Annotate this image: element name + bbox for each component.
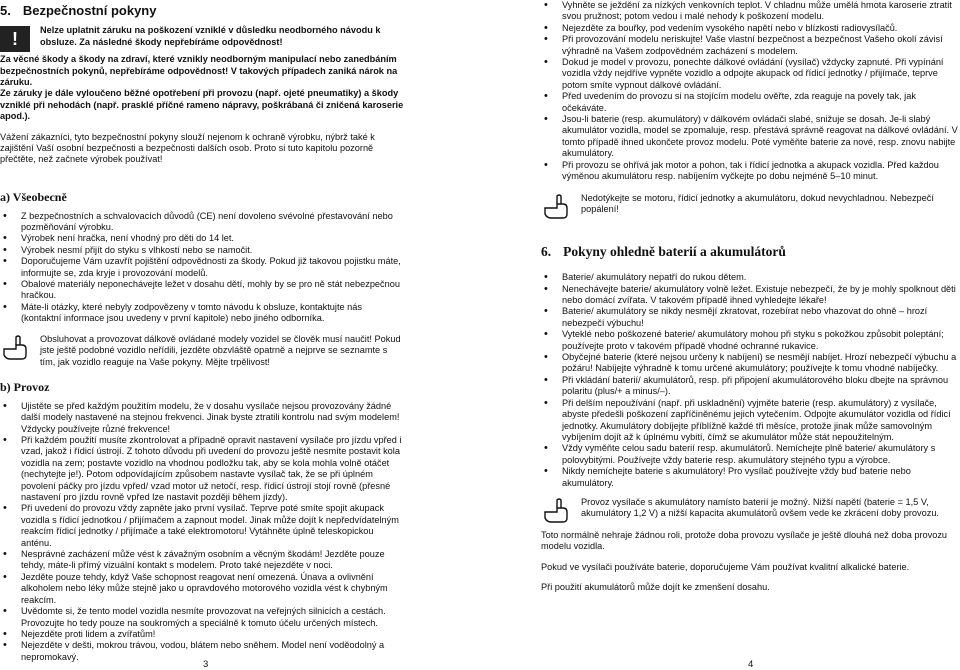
hand-pointer-icon <box>541 496 571 526</box>
section-title: Bezpečnostní pokyny <box>22 3 157 18</box>
range-paragraph: Při použití akumulátorů může dojít ke zmenšení dosahu. <box>541 582 770 593</box>
list-item: • Baterie/ akumulátory nepatří do rukou dětem. <box>541 272 959 283</box>
list-item: • Nikdy nemíchejte baterie s akumulátory! Pro vysílač používejte vždy buď baterie nebo akumulátory. <box>541 466 959 489</box>
hand-pointer-icon <box>0 333 30 363</box>
list-item: • Nenechávejte baterie/ akumulátory volně ležet. Existuje nebezpečí, že by je mohly spolknout děti nebo domácí zvířata. V takovém případě ihned vyhledejte lékaře! <box>541 284 959 307</box>
list-item: • Při provozu se ohřívá jak motor a pohon, tak i řídicí jednotka a akupack vozidla. Před každou výměnou akumulátoru resp. nabíjením vyčkejte po dobu nejméně 5–10 minut. <box>541 160 959 183</box>
liability-paragraph: Za věcné škody a škody na zdraví, které vznikly neodborným manipulací nebo zanedbáním bezpečnostních pokynů, nepřebíráme odpovědnost! V takových případech zaniká nárok na záruku. <box>0 54 398 87</box>
callout-text: Nedotýkejte se motoru, řídicí jednotky a akumulátoru, dokud nevychladnou. Nebezpečí popálení! <box>581 192 934 214</box>
list-item: • Při každém použití musíte zkontrolovat a případně opravit nastavení vysílače pro jízdu vpřed i vzad, jakož i řídicí ústrojí. Z tohoto důvodu při uvedení do provozu ještě nesmíte postavit kola vozidla na zem; postavte vozidlo na vhodnou podložku tak, aby se kola mohla volně otáčet (nechytejte je!). Potom odpovídajícím způsobem nastavte vysílač tak, že se při úplném povolení páčky pro jízdu vpřed/ vzad motor už netočí, resp. řídicí ústrojí stojí rovně (přesné nastavení pro jízdu rovně vpřed lze nastavit později během jízdy). <box>0 435 404 503</box>
list-item: • Při vkládání baterií/ akumulátorů, resp. při připojení akumulátorového bloku dbejte na správnou polaritu (plus/+ a minus/–). <box>541 375 959 398</box>
learning-callout <box>0 333 404 368</box>
operation-list-continued <box>541 0 959 183</box>
section-number: 6. <box>541 243 552 259</box>
list-item: • Ujistěte se před každým použitím modelu, že v dosahu vysílače nejsou provozovány žádné další modely nastavené na stejnou frekvenci. Jinak byste ztratili kontrolu nad svým modelem! Vždycky používejte různé frekvence! <box>0 401 404 435</box>
list-item: • Máte-li otázky, které nebyly zodpovězeny v tomto návodu k obsluze, kontaktujte nás (kontaktní informace jsou uvedeny v první kapitole) nebo jiného odborníka. <box>0 302 404 325</box>
list-item: • Nejezděte proti lidem a zvířatům! <box>0 629 404 640</box>
section-title: Pokyny ohledně baterií a akumulátorů <box>563 243 786 259</box>
section-number: 5. <box>0 3 11 18</box>
operation-list <box>0 401 404 663</box>
list-item: • Vyteklé nebo poškozené baterie/ akumulátory mohou při styku s pokožkou způsobit poleptání; používejte proto v takovém případě vhodné ochranné rukavice. <box>541 329 959 352</box>
burn-warning-callout <box>541 192 959 222</box>
battery-list <box>541 272 959 489</box>
page-number-right: 4 <box>748 659 754 670</box>
list-item: • Jsou-li baterie (resp. akumulátory) v dálkovém ovládači slabé, snižuje se dosah. Je-li slabý akumulátor vozidla, model se zpomaluje, resp. přestává správně reagovat na dálkové ovládání. V tomto případě ihned ukončete provoz modelu. Poté vyměňte baterie za nové, resp. znovu nabijte akumulátory. <box>541 114 959 160</box>
list-item: • Nejezděte za bouřky, pod vedením vysokého napětí nebo v blízkosti radiovysílačů. <box>541 23 959 34</box>
list-item: • Před uvedením do provozu si na stojícím modelu ověřte, zda reaguje na povely tak, jak očekáváte. <box>541 91 959 114</box>
callout-text: Provoz vysílače s akumulátory namísto baterií je možný. Nižší napětí (baterie = 1,5 V, akumulátory 1,2 V) a nižší kapacita akumulátorů ovšem vede ke zkrácení doby provozu. <box>581 496 939 519</box>
intro-paragraph: Vážení zákazníci, tyto bezpečnostní pokyny slouží nejenom k ochraně výrobku, nýbrž také k zajištění Vaší osobní bezpečnosti a bezpečnosti dalších osob. Proto si tuto kapitolu pozorně přečtěte, než začnete výrobek používat! <box>0 131 375 165</box>
page-number-left: 3 <box>203 659 209 670</box>
list-item: • Baterie/ akumulátory se nikdy nesmějí zkratovat, rozebírat nebo vhazovat do ohně – hrozí nebezpečí výbuchu! <box>541 306 959 329</box>
list-item: • Z bezpečnostních a schvalovacích důvodů (CE) není dovoleno svévolné přestavování nebo pozměňování výrobku. <box>0 211 404 234</box>
list-item: • Uvědomte si, že tento model vozidla nesmíte provozovat na veřejných silnicích a cestách. Provozujte ho tedy pouze na soukromých a speciálně k tomuto účelu určených místech. <box>0 606 404 629</box>
list-item: • Při provozování modelu neriskujte! Vaše vlastní bezpečnost a bezpečnost Vašeho okolí závisí výhradně na Vašem zodpovědném zacházení s modelem. <box>541 34 959 57</box>
subsection-a-heading: a) Všeobecně <box>0 189 67 204</box>
section-5-heading <box>0 3 404 19</box>
warning-text: Nelze uplatnit záruku na poškození vzniklé v důsledku neodborného návodu k obsluze. Za následné škody nepřebíráme odpovědnost! <box>40 25 381 47</box>
left-page <box>0 0 404 663</box>
warning-icon: ! <box>0 26 30 52</box>
transmitter-battery-callout <box>541 496 959 526</box>
subsection-b-heading: b) Provoz <box>0 379 50 394</box>
warranty-exclusion-paragraph: Ze záruky je dále vyloučeno běžné opotřebení při provozu (např. ojeté pneumatiky) a škody vzniklé při nehodách (např. prasklé příčné rameno nápravy, poškrábaná či zničená karoserie apod.). <box>0 88 404 122</box>
hand-pointer-icon <box>541 192 571 222</box>
list-item: • Obalové materiály neponechávejte ležet v dosahu dětí, mohly by se pro ně stát nebezpečnou hračkou. <box>0 279 404 302</box>
list-item: • Vyhněte se ježdění za nízkých venkovních teplot. V chladnu může umělá hmota karoserie ztratit svou pružnost; potom vedou i malé nehody k poškození modelu. <box>541 0 959 23</box>
list-item: • Při delším nepoužívání (např. při uskladnění) vyjměte baterie (resp. akumulátory) z vysílače, abyste předešli poškození zapříčiněnému jejich vytečením. Odpojte akumulátor vozidla od řídicí jednotky. Akumulátory dobíjejte příblížně každé tři měsíce, protože jinak může samovolným vybíjením dojít až k úplnému vybití, čímž se akumulátor může stát nepoužitelným. <box>541 398 959 444</box>
list-item: • Výrobek není hračka, není vhodný pro děti do 14 let. <box>0 233 404 244</box>
runtime-paragraph: Toto normálně nehraje žádnou roli, protože doba provozu vysílače je ještě dlouhá než doba provozu modelu vozidla. <box>541 529 948 552</box>
list-item: • Výrobek nesmí přijít do styku s vlhkostí nebo se namočit. <box>0 245 404 256</box>
callout-text: Obsluhovat a provozovat dálkově ovládané modely vozidel se člověk musí naučit! Pokud jste ještě podobné vozidlo neřídili, jezděte obzvláště opatrně a nejprve se seznamte s tím, jak vozidlo reaguje na Vaše pokyny. Mějte trpělivost! <box>40 333 401 367</box>
general-list <box>0 211 404 325</box>
section-6-heading <box>541 244 959 261</box>
list-item: • Při uvedení do provozu vždy zapněte jako první vysílač. Teprve poté smíte spojit akupack vozidla s řídicí jednotkou / přijímačem a zapnout model. Jinak může dojít k nepředvídatelným reakcím řídicí jednotky / přijímače a také elektromotoru! Vytáhněte úplně teleskopickou anténu. <box>0 503 404 549</box>
list-item: • Doporučujeme Vám uzavřít pojištění odpovědnosti za škody. Pokud již takovou pojistku máte, informujte se, zda kryje i provozování modelů. <box>0 256 404 279</box>
list-item: • Nejezděte v dešti, mokrou trávou, vodou, blátem nebo sněhem. Model není voděodolný a nepromokavý. <box>0 640 404 663</box>
list-item: • Vždy vyměňte celou sadu baterií resp. akumulátorů. Nemíchejte plně baterie/ akumulátory s polovybitými. Používejte vždy baterie resp. akumulátory stejného typu a výrobce. <box>541 443 959 466</box>
list-item: • Nesprávné zacházení může vést k závažným osobním a věcným škodám! Jezděte pouze tehdy, máte-li přímý vizuální kontakt s modelem. Proto také nejezděte v noci. <box>0 549 404 572</box>
right-page <box>541 0 959 594</box>
list-item: • Dokud je model v provozu, ponechte dálkové ovládání (vysílač) vždycky zapnuté. Při vypínání vozidla vždy nejdříve vypněte vozidlo a odpojte akupack od řídicí jednotky / přijímače, teprve potom smíte vypnout dálkové ovládání. <box>541 57 959 91</box>
list-item: • Jezděte pouze tehdy, když Vaše schopnost reagovat není omezená. Únava a ovlivnění alkoholem nebo léky může stejně jako u opravdového motorového vozidla vést k chybným reakcím. <box>0 572 404 606</box>
list-item: • Obyčejné baterie (které nejsou určeny k nabíjení) se nesmějí nabíjet. Hrozí nebezpečí výbuchu a požáru! Nabíjejte výhradně k tomu určené akumulátory; používejte k tomu vhodné nabíječky. <box>541 352 959 375</box>
warning-box <box>0 25 404 52</box>
alkaline-paragraph: Pokud ve vysílači používáte baterie, doporučujeme Vám používat kvalitní alkalické baterie. <box>541 561 910 572</box>
